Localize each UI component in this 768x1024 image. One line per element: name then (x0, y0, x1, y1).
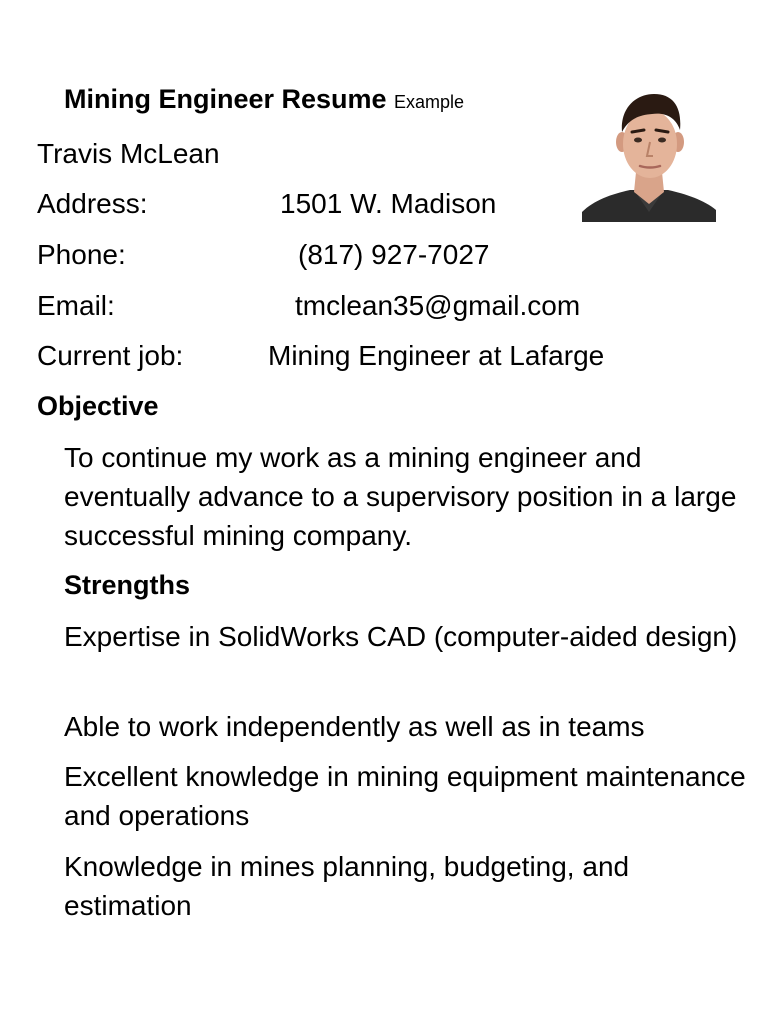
page-title (64, 86, 464, 113)
address-value: 1501 W. Madison (280, 188, 497, 219)
strength-item: Knowledge in mines planning, budgeting, and estimation (64, 851, 630, 921)
objective-heading: Objective (37, 391, 159, 421)
profile-photo (582, 88, 716, 222)
title-suffix: Example (394, 92, 465, 112)
strengths-heading: Strengths (64, 570, 191, 600)
address-label: Address: (37, 188, 148, 219)
phone-value: (817) 927-7027 (298, 239, 490, 270)
strength-item: Able to work independently as well as in teams (64, 711, 645, 742)
candidate-name: Travis McLean (37, 138, 220, 169)
current-job-value: Mining Engineer at Lafarge (268, 340, 605, 371)
current-job-label: Current job: (37, 340, 184, 371)
strength-item: Excellent knowledge in mining equipment maintenance and operations (64, 761, 746, 831)
email-label: Email: (37, 290, 115, 321)
strength-item: Expertise in SolidWorks CAD (computer-aided design) (64, 621, 738, 652)
title-main: Mining Engineer Resume (64, 84, 387, 114)
objective-text: To continue my work as a mining engineer and eventually advance to a supervisory position in a large successful mining company. (64, 442, 737, 551)
email-value: tmclean35@gmail.com (295, 290, 581, 321)
phone-label: Phone: (37, 239, 126, 270)
